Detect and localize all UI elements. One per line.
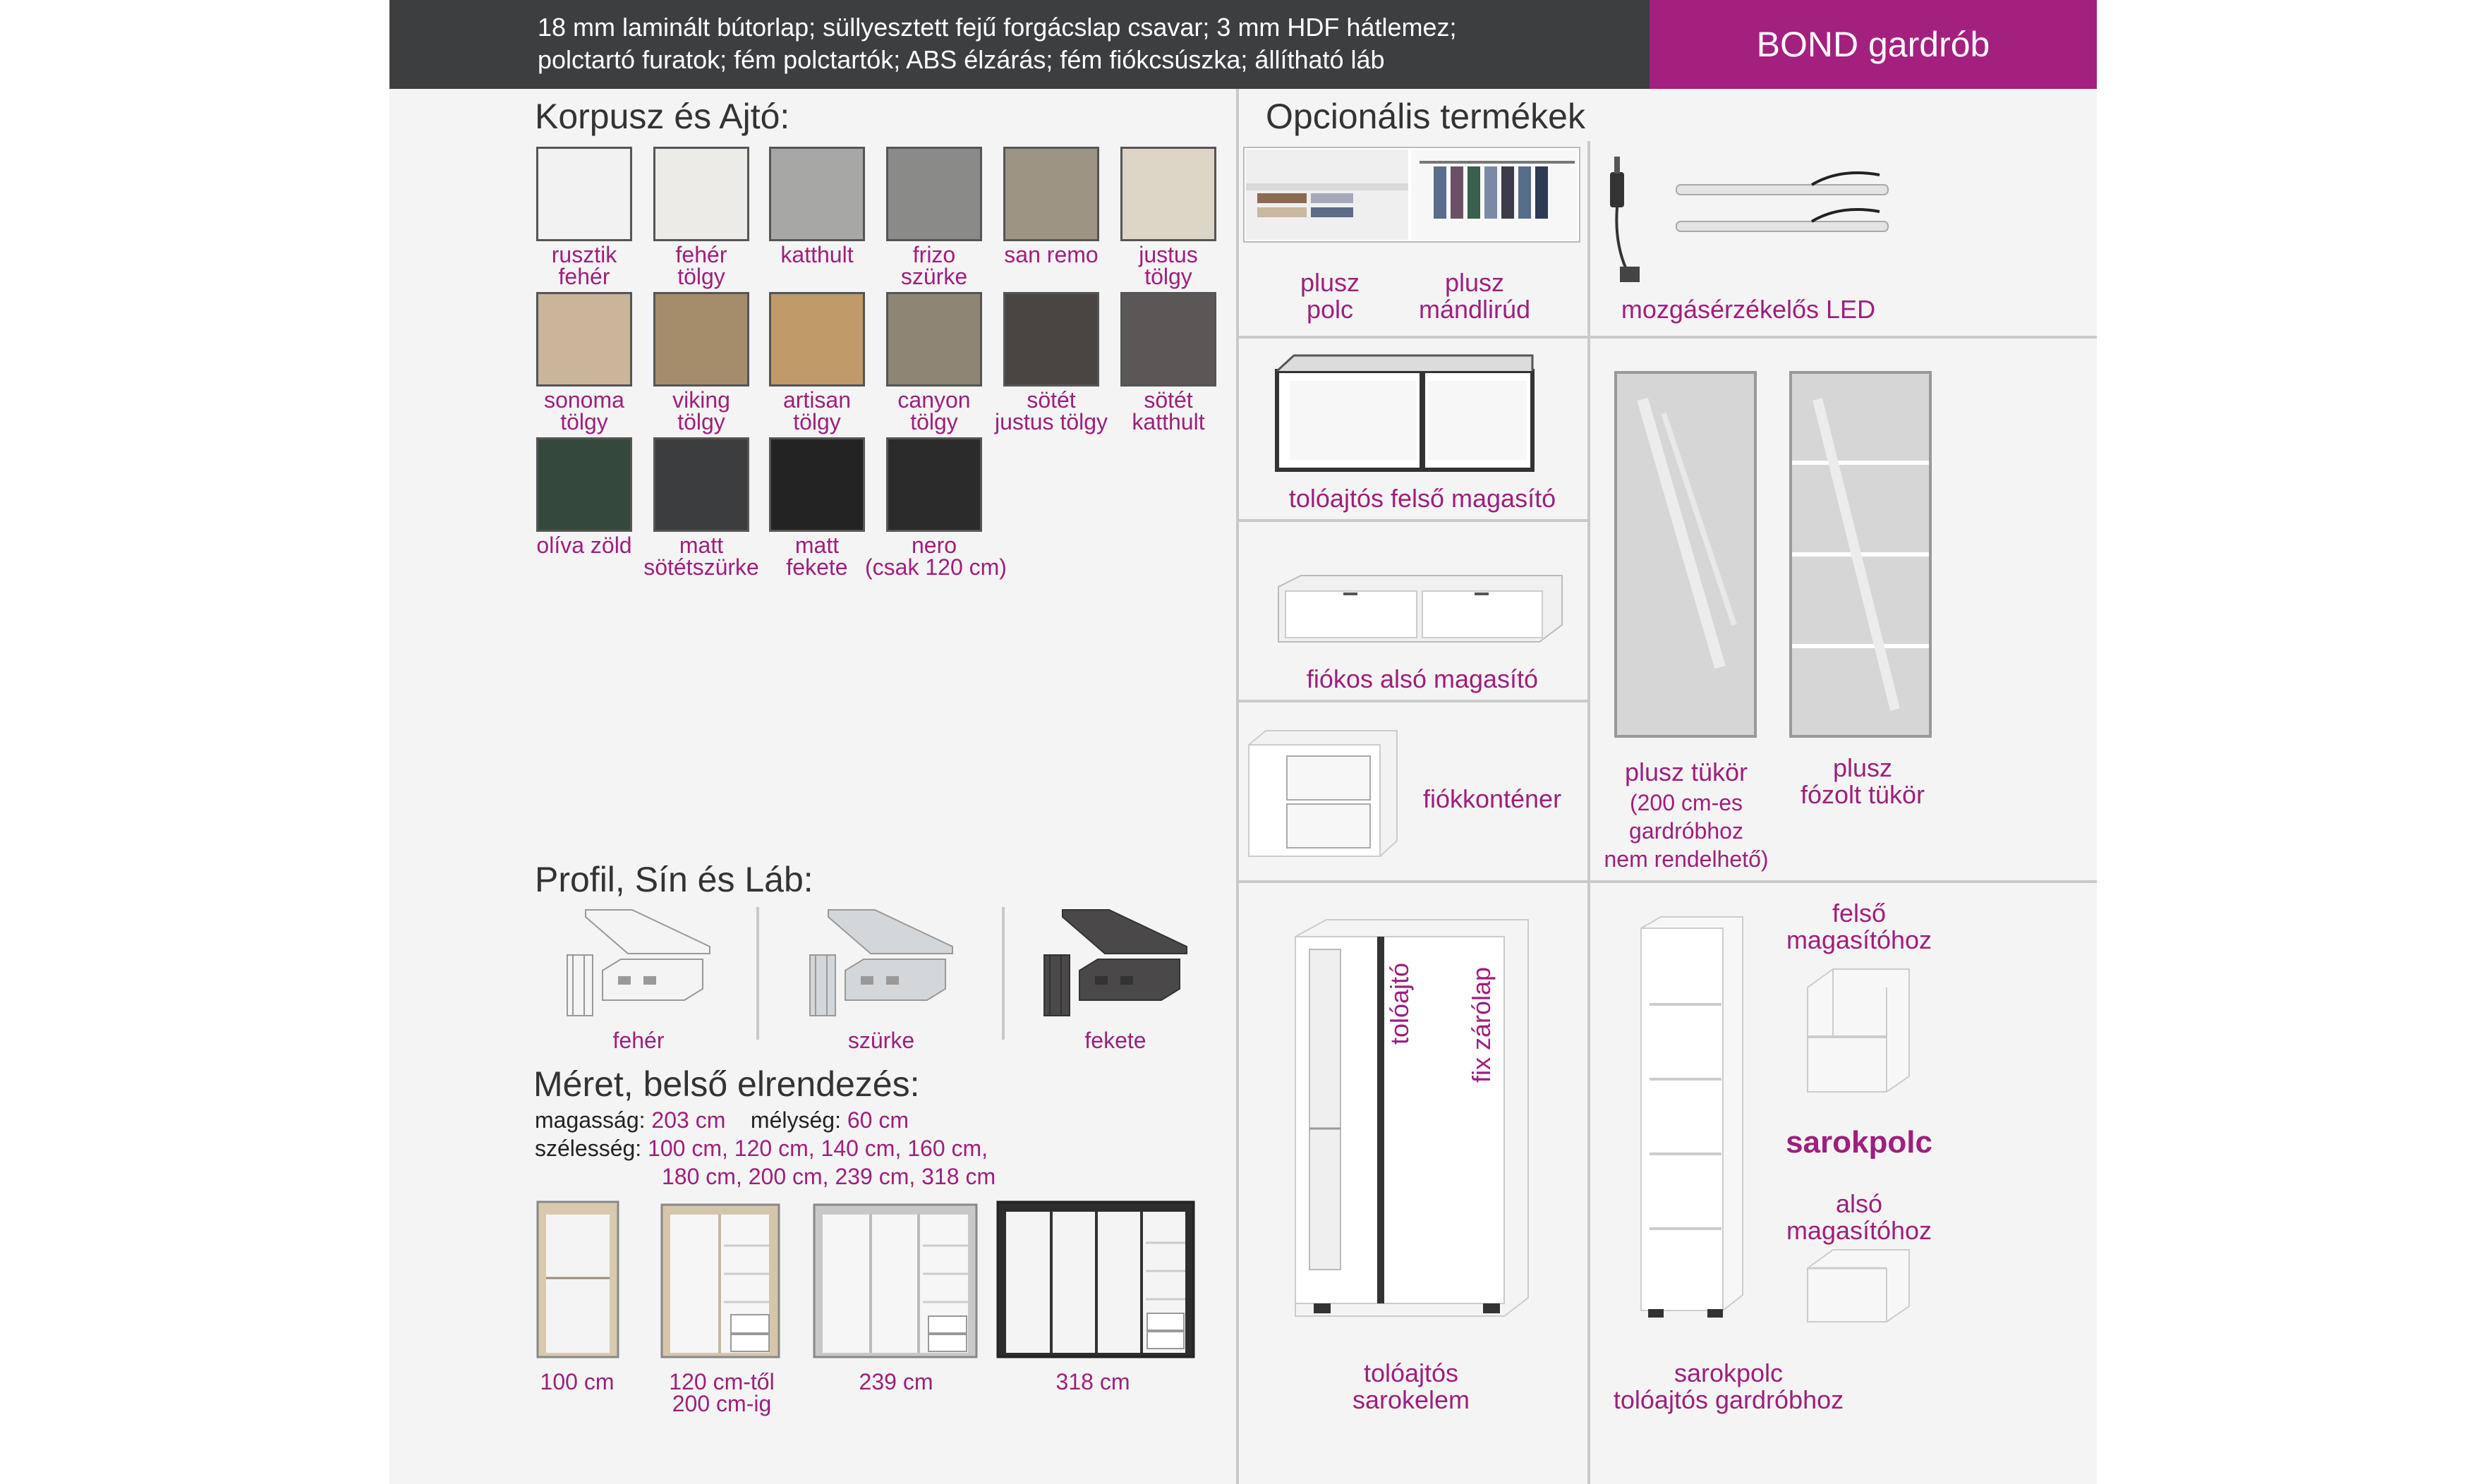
profil-label: fekete <box>1084 1028 1146 1053</box>
swatch-tile <box>1120 147 1216 241</box>
swatch-label-line-1: artisan <box>782 387 852 413</box>
swatch-tile <box>769 147 865 241</box>
height-value: 203 cm <box>651 1107 726 1133</box>
wardrobe-120-200-image <box>660 1203 780 1360</box>
plusz-fozolt-tukor-label <box>1764 755 1961 808</box>
wardrobe-size-label <box>646 1371 797 1415</box>
wardrobe-size-label <box>508 1371 646 1393</box>
swatch-tile <box>653 292 749 387</box>
plusz-fozolt-tukor-image <box>1789 371 1932 738</box>
swatch-tile <box>886 437 982 532</box>
swatch-label-line-2: tölgy <box>793 409 841 434</box>
sarokpolc-image <box>1638 914 1745 1319</box>
felso-magasito-label: tolóajtós felső magasító <box>1288 484 1556 513</box>
fiokos-also-image <box>1276 573 1565 647</box>
profil-label: fehér <box>612 1028 665 1053</box>
swatch-label-line-2: fekete <box>786 554 848 580</box>
swatch-label-line-2: tölgy <box>910 409 958 434</box>
swatch-label-line-2: tölgy <box>1144 264 1192 289</box>
swatch-tile <box>769 292 865 387</box>
depth-label: mélység: <box>750 1107 841 1133</box>
sarokelem-door-label: tolóajtó <box>1385 962 1414 1045</box>
swatch-label-line-2: katthult <box>1132 409 1205 434</box>
also-magasitohoz-label-1: alsó <box>1835 1189 1883 1218</box>
sarokelem-fix-label: fix zárólap <box>1467 966 1496 1083</box>
wardrobe-size-label <box>1012 1371 1174 1393</box>
wardrobe-size-label-line-1: 100 cm <box>540 1369 615 1394</box>
swatch-tile <box>886 292 982 387</box>
meret-heading: Méret, belső elrendezés: <box>533 1064 920 1104</box>
plusz-mandli-label-1: plusz <box>1444 268 1505 297</box>
felso-magasitohoz-label-1: felső <box>1832 899 1887 928</box>
swatch-label-line-1: olíva zöld <box>536 533 632 558</box>
plusz-tukor-note <box>1587 789 1785 873</box>
header-spec-line-2: polctartó furatok; fém polctartók; ABS élzárás; fém fiókcsúszka; állítható láb <box>538 45 1385 74</box>
plusz-tukor-label-1: plusz tükör <box>1624 758 1748 786</box>
swatch-label-line-2: tölgy <box>677 264 725 289</box>
swatch-label-line-1: sonoma <box>544 387 624 413</box>
swatch-label-line-1: sötét <box>1144 387 1193 413</box>
swatch-tile <box>536 437 632 532</box>
swatch-tile <box>536 292 632 387</box>
profil-image <box>564 907 713 1020</box>
profil-image <box>807 907 955 1020</box>
profil-image <box>1041 907 1190 1020</box>
swatch-label <box>865 533 1007 580</box>
also-magasitohoz-label-2: magasítóhoz <box>1786 1216 1932 1245</box>
fiokkontener-image <box>1246 728 1400 859</box>
divider-row-3 <box>1239 700 1587 703</box>
also-magasitohoz-label <box>1757 1191 1961 1244</box>
swatch-label-line-2: tölgy <box>560 409 608 434</box>
plusz-polc-label <box>1291 269 1369 323</box>
swatch-tile <box>653 147 749 241</box>
plusz-polc-label-2: polc <box>1306 295 1354 324</box>
swatch-label-line-1: fehér <box>675 242 727 267</box>
swatch-label-line-1: viking <box>672 387 730 413</box>
swatch-label-line-1: rusztik <box>551 242 617 267</box>
swatch-label-line-1: canyon <box>897 387 971 413</box>
swatch-label-line-2: szürke <box>900 264 968 289</box>
wardrobe-239-image <box>813 1203 978 1360</box>
sarokpolc-bottom-label <box>1580 1360 1877 1413</box>
swatch-label-line-1: justus <box>1139 242 1198 267</box>
swatch-label-line-1: matt <box>794 533 840 558</box>
opcionalis-heading: Opcionális termékek <box>1266 97 1585 136</box>
plusz-tukor-note-2: gardróbhoz <box>1629 818 1743 844</box>
size-info <box>535 1106 996 1191</box>
wardrobe-size-label-line-2: 200 cm-ig <box>672 1391 772 1416</box>
swatch-label-line-1: san remo <box>1004 242 1099 267</box>
led-image <box>1600 147 1896 288</box>
sarokelem-label <box>1312 1360 1510 1413</box>
swatch-label-line-2: justus tölgy <box>994 409 1108 434</box>
sarokpolc-bottom-label-2: tolóajtós gardróbhoz <box>1613 1385 1844 1414</box>
wardrobe-size-label <box>811 1371 981 1393</box>
felso-magasitohoz-image <box>1805 966 1912 1095</box>
product-title: BOND gardrób <box>1650 0 2097 89</box>
plusz-mandli-label-2: mándlirúd <box>1418 295 1531 324</box>
swatch-label-line-1: nero <box>911 533 957 558</box>
sarokelem-label-2: sarokelem <box>1352 1385 1470 1414</box>
swatch-label-line-1: matt <box>679 533 724 558</box>
sarokelem-label-1: tolóajtós <box>1363 1358 1459 1387</box>
swatch-tile <box>653 437 749 532</box>
width-label: szélesség: <box>535 1136 642 1161</box>
divider-row-1 <box>1239 336 2097 339</box>
divider-profil-2 <box>1002 907 1005 1040</box>
sarokpolc-bottom-label-1: sarokpolc <box>1674 1358 1784 1387</box>
swatch-label <box>1099 244 1238 288</box>
profil-label: szürke <box>847 1028 915 1053</box>
swatch-tile <box>769 437 865 532</box>
led-label: mozgásérzékelős LED <box>1621 295 1876 324</box>
divider-main-vertical <box>1236 89 1239 1484</box>
korpusz-heading: Korpusz és Ajtó: <box>535 97 790 136</box>
plusz-tukor-note-3: nem rendelhető) <box>1604 846 1769 872</box>
plusz-fozolt-tukor-label-2: fózolt tükör <box>1800 780 1925 809</box>
depth-value: 60 cm <box>847 1107 909 1133</box>
swatch-label-line-2: tölgy <box>677 409 725 434</box>
plusz-polc-image <box>1243 147 1580 243</box>
swatch-tile <box>886 147 982 241</box>
wardrobe-100-image <box>536 1200 619 1361</box>
felso-magasito-image <box>1274 353 1535 473</box>
felso-magasitohoz-label <box>1757 900 1961 954</box>
width-values-1: 100 cm, 120 cm, 140 cm, 160 cm, <box>648 1136 988 1161</box>
swatch-label-line-2: fehér <box>558 264 610 289</box>
plusz-tukor-image <box>1614 371 1757 738</box>
swatch-label-line-2: sötétszürke <box>643 554 759 580</box>
swatch-tile <box>1003 292 1099 387</box>
swatch-tile <box>1120 292 1216 387</box>
swatch-label-line-1: sötét <box>1027 387 1076 413</box>
width-values-2: 180 cm, 200 cm, 239 cm, 318 cm <box>662 1164 996 1189</box>
profil-heading: Profil, Sín és Láb: <box>535 860 813 899</box>
header-spec-line-1: 18 mm laminált bútorlap; süllyesztett fejű forgácslap csavar; 3 mm HDF hátlemez; <box>538 13 1457 42</box>
also-magasitohoz-image <box>1805 1247 1912 1325</box>
swatch-label-line-1: frizo <box>912 242 956 267</box>
swatch-tile <box>1003 147 1099 241</box>
swatch-label-line-1: katthult <box>780 242 854 267</box>
plusz-polc-label-1: plusz <box>1300 268 1360 297</box>
sarokpolc-label: sarokpolc <box>1786 1125 1932 1160</box>
felso-magasitohoz-label-2: magasítóhoz <box>1786 925 1932 954</box>
fiokkontener-label: fiókkonténer <box>1422 784 1562 813</box>
wardrobe-size-label-line-1: 120 cm-től <box>669 1369 775 1394</box>
plusz-mandli-label <box>1404 269 1545 323</box>
header-specs <box>389 0 1650 89</box>
swatch-label-line-2: (csak 120 cm) <box>865 554 1007 580</box>
wardrobe-318-image <box>996 1200 1195 1360</box>
height-label: magasság: <box>535 1107 646 1133</box>
wardrobe-size-label-line-1: 239 cm <box>859 1369 933 1394</box>
plusz-tukor-note-1: (200 cm-es <box>1629 790 1743 815</box>
swatch-label <box>1099 389 1238 433</box>
divider-row-4 <box>1239 880 2097 883</box>
plusz-tukor-label <box>1587 759 1785 786</box>
divider-row-2 <box>1239 519 1587 522</box>
plusz-fozolt-tukor-label-1: plusz <box>1832 753 1893 782</box>
swatch-tile <box>536 147 632 241</box>
fiokos-also-label: fiókos alsó magasító <box>1306 664 1539 693</box>
divider-profil-1 <box>756 907 759 1040</box>
wardrobe-size-label-line-1: 318 cm <box>1055 1369 1130 1394</box>
